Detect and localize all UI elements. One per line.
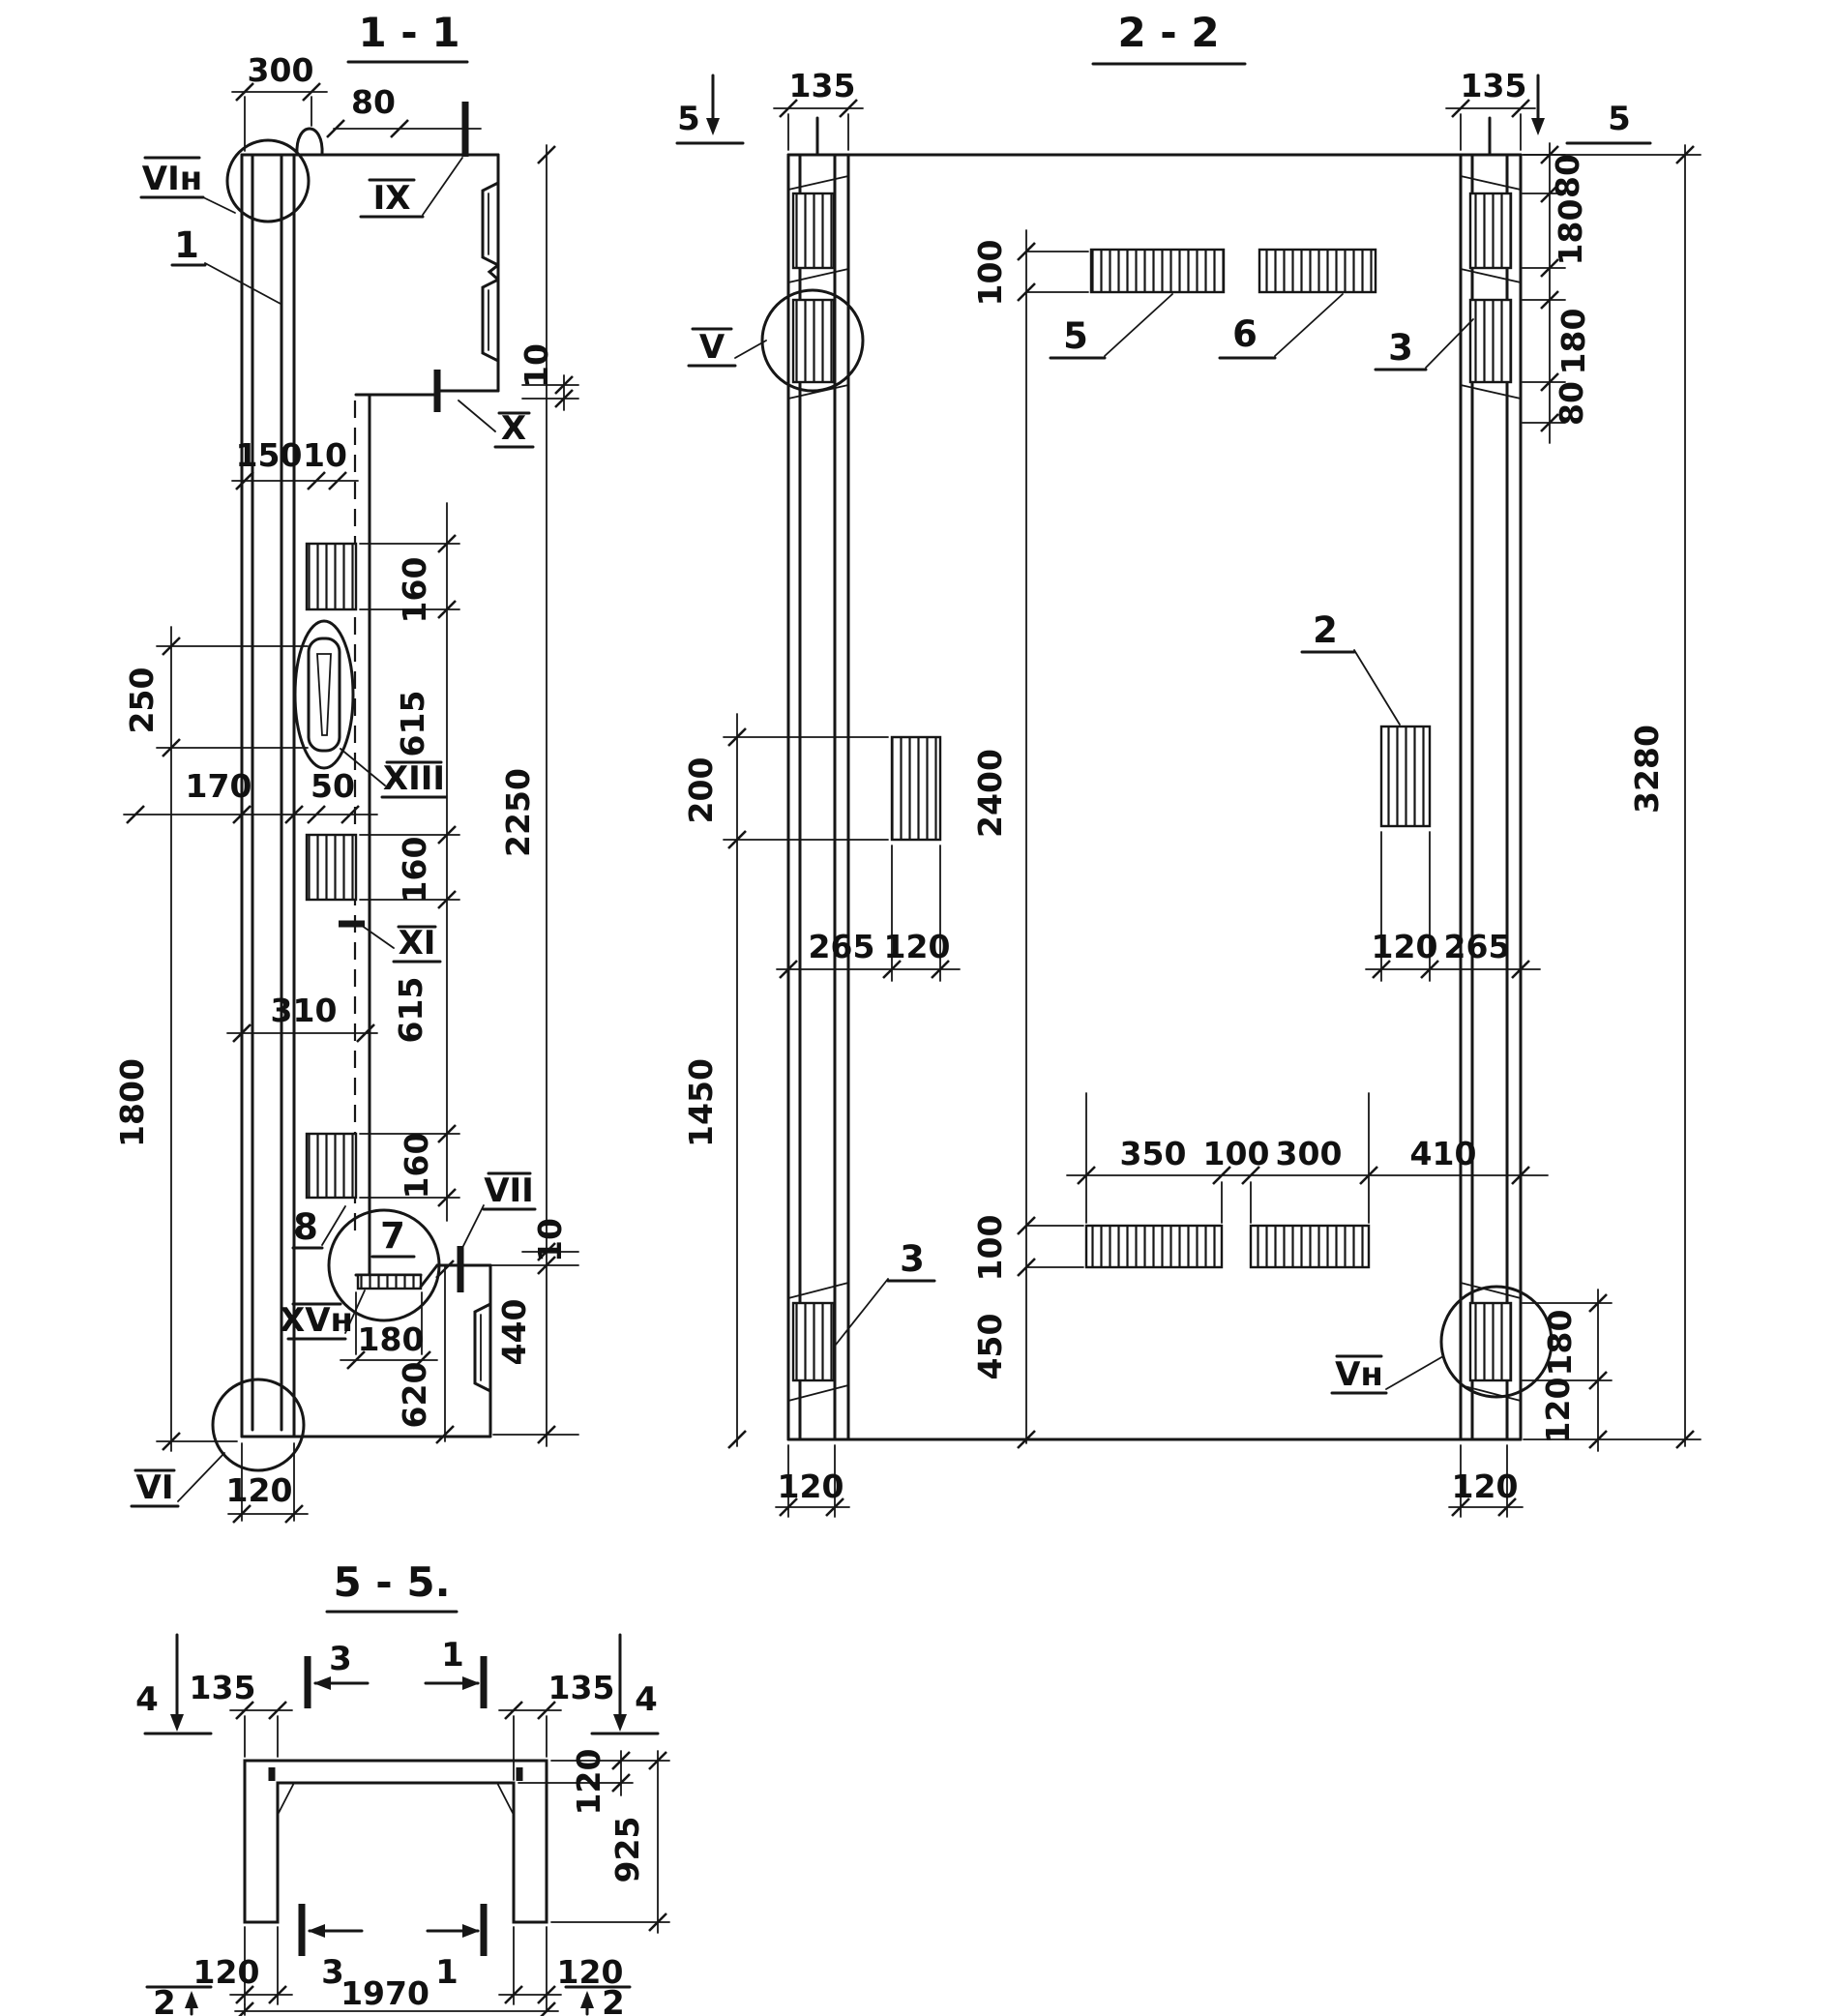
embed-plate bbox=[1470, 300, 1511, 382]
dim-2400: 2400 bbox=[971, 749, 1009, 838]
embed-plate bbox=[1381, 726, 1430, 826]
part-label-3-bottom: 3 bbox=[900, 1238, 925, 1280]
detail-marker-vi: VI bbox=[135, 1468, 174, 1507]
cut-marker-1-bottom: 1 bbox=[435, 1953, 459, 1992]
cut-marker-5-left: 5 bbox=[677, 100, 700, 138]
dim-620: 620 bbox=[396, 1361, 433, 1429]
dim-615-b: 615 bbox=[392, 976, 429, 1044]
detail-marker-vin: VIн bbox=[141, 160, 203, 198]
dim-120-right: 120 bbox=[1371, 928, 1438, 965]
dim-80-top2: 80 bbox=[1553, 381, 1590, 426]
dim-180: 180 bbox=[357, 1320, 425, 1358]
dim-300: 300 bbox=[247, 51, 314, 89]
part-label-5: 5 bbox=[1063, 315, 1088, 357]
detail-marker-x: X bbox=[500, 409, 527, 448]
dim-120-col-left: 120 bbox=[777, 1468, 844, 1505]
detail-marker-xiii: XIII bbox=[382, 759, 446, 798]
dim-250: 250 bbox=[123, 667, 161, 734]
dim-100-bottom: 100 bbox=[971, 1214, 1009, 1282]
dim-120-bottom-right: 120 bbox=[1539, 1377, 1577, 1444]
dim-1450: 1450 bbox=[682, 1058, 720, 1147]
dim-150: 150 bbox=[235, 436, 303, 474]
dim-135-right: 135 bbox=[1460, 67, 1527, 104]
section-1-1-title: 1 - 1 bbox=[358, 9, 460, 56]
dim-1800: 1800 bbox=[113, 1058, 151, 1147]
detail-marker-vii: VII bbox=[484, 1171, 534, 1210]
dim-160-c: 160 bbox=[398, 1132, 435, 1200]
embed-plate bbox=[793, 1303, 834, 1380]
dim-180-bottom-right: 180 bbox=[1541, 1309, 1579, 1377]
cut-marker-4-right: 4 bbox=[635, 1680, 658, 1719]
detail-marker-xvn: XVн bbox=[279, 1301, 354, 1340]
part-label-7: 7 bbox=[380, 1215, 405, 1257]
dim-120-flange: 120 bbox=[570, 1748, 607, 1816]
dim-120-left: 120 bbox=[883, 928, 951, 965]
section-2-2-title: 2 - 2 bbox=[1117, 9, 1220, 56]
dim-135-left: 135 bbox=[189, 1669, 256, 1706]
embed-plate bbox=[307, 1134, 356, 1198]
toothed-seat bbox=[358, 1275, 421, 1289]
dim-50: 50 bbox=[311, 767, 355, 805]
dim-80-top: 80 bbox=[1549, 154, 1586, 198]
dim-410: 410 bbox=[1409, 1135, 1477, 1172]
embed-plate bbox=[307, 544, 356, 609]
cut-marker-3-bottom: 3 bbox=[321, 1953, 344, 1992]
dim-350: 350 bbox=[1119, 1135, 1187, 1172]
detail-marker-v: V bbox=[698, 328, 725, 367]
dim-160-a: 160 bbox=[396, 556, 433, 624]
embed-plate bbox=[1470, 1303, 1511, 1380]
detail-marker-vn: Vн bbox=[1335, 1355, 1383, 1394]
cut-marker-4-left: 4 bbox=[135, 1680, 159, 1719]
embed-plate bbox=[1470, 193, 1511, 268]
cut-marker-3-top: 3 bbox=[329, 1640, 352, 1678]
part-label-8: 8 bbox=[293, 1206, 318, 1248]
dim-100-top: 100 bbox=[971, 239, 1009, 307]
dim-925: 925 bbox=[608, 1816, 646, 1883]
dim-265-right: 265 bbox=[1443, 928, 1511, 965]
embed-plate bbox=[892, 737, 940, 840]
part-label-2: 2 bbox=[1313, 609, 1338, 651]
embed-plate bbox=[307, 835, 356, 900]
embed-plate bbox=[793, 300, 834, 382]
dim-135-right: 135 bbox=[548, 1669, 615, 1706]
dim-100-mid: 100 bbox=[1202, 1135, 1270, 1172]
dim-120-col-right: 120 bbox=[1451, 1468, 1519, 1505]
part-label-1: 1 bbox=[174, 224, 199, 266]
dim-1970: 1970 bbox=[340, 1974, 429, 2012]
dim-180-top2: 180 bbox=[1554, 308, 1592, 375]
dim-265-left: 265 bbox=[808, 928, 875, 965]
dim-80: 80 bbox=[351, 83, 396, 121]
dim-10-bottom: 10 bbox=[531, 1218, 569, 1262]
part-label-3-top: 3 bbox=[1388, 327, 1413, 369]
dim-3280: 3280 bbox=[1628, 725, 1666, 814]
dim-300: 300 bbox=[1275, 1135, 1343, 1172]
dim-310: 310 bbox=[270, 992, 338, 1029]
dim-180-top: 180 bbox=[1552, 198, 1589, 266]
dim-120-bottom-right: 120 bbox=[556, 1953, 624, 1991]
embed-strip bbox=[1086, 1226, 1222, 1267]
dim-10-top: 10 bbox=[518, 343, 555, 388]
dim-120-bottom-left: 120 bbox=[192, 1953, 260, 1991]
detail-marker-ix: IX bbox=[372, 179, 411, 218]
dim-10-mid: 10 bbox=[303, 436, 347, 474]
dim-120: 120 bbox=[225, 1471, 293, 1509]
cut-marker-2-right: 2 bbox=[602, 1984, 625, 2016]
part-label-6: 6 bbox=[1232, 313, 1258, 355]
cut-marker-5-right: 5 bbox=[1608, 100, 1631, 138]
cut-marker-2-left: 2 bbox=[153, 1984, 176, 2016]
cut-marker-1-top: 1 bbox=[441, 1636, 464, 1675]
embed-strip-6 bbox=[1259, 250, 1376, 292]
dim-170: 170 bbox=[185, 767, 252, 805]
dim-450: 450 bbox=[971, 1313, 1009, 1380]
embed-strip-5 bbox=[1091, 250, 1224, 292]
dim-200: 200 bbox=[682, 756, 720, 824]
section-5-5-title: 5 - 5. bbox=[333, 1558, 451, 1606]
dim-440: 440 bbox=[495, 1298, 533, 1366]
dim-615-a: 615 bbox=[394, 690, 431, 757]
dim-160-b: 160 bbox=[396, 836, 433, 904]
dim-135-left: 135 bbox=[788, 67, 856, 104]
embed-strip bbox=[1251, 1226, 1369, 1267]
detail-marker-xi: XI bbox=[398, 924, 436, 963]
embed-plate bbox=[793, 193, 834, 268]
dim-2250: 2250 bbox=[499, 768, 537, 857]
